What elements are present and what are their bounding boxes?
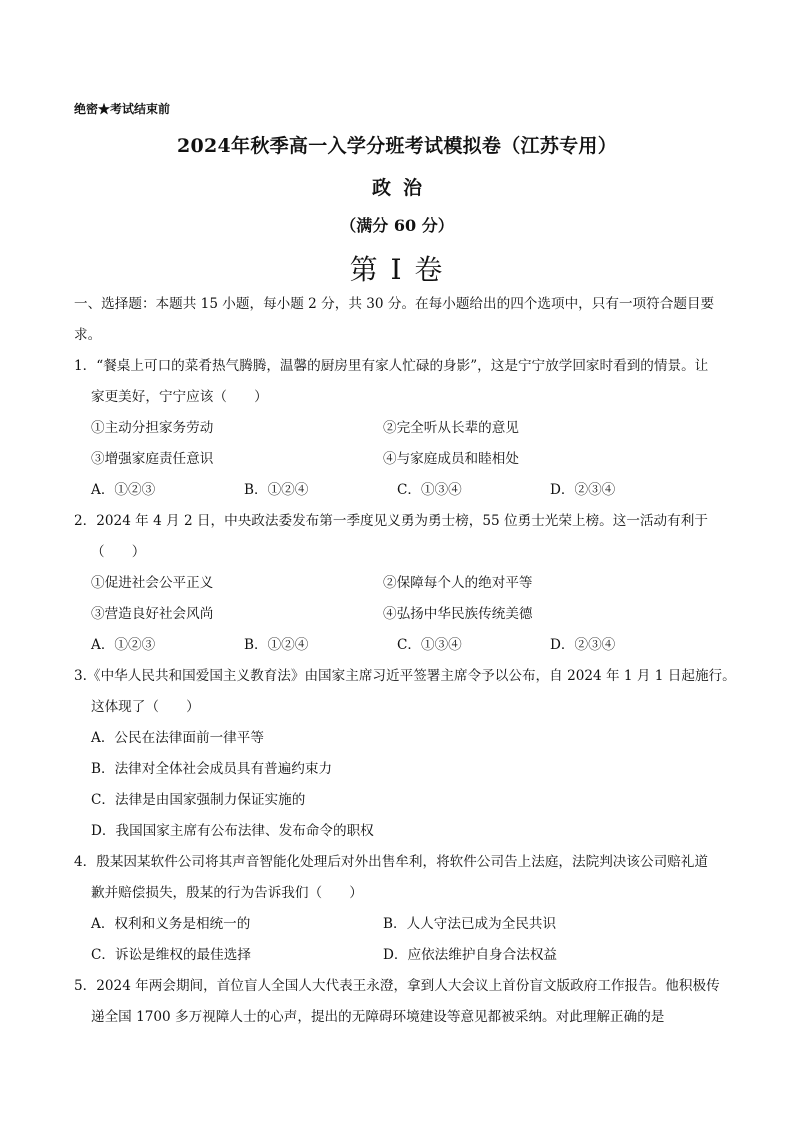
q4-choice-b: B．人人守法已成为全民共识 [383, 916, 557, 932]
q1-choice-a: A．①②③ [91, 482, 156, 498]
q2-choice-b: B．①②④ [244, 637, 309, 653]
q1-choice-d: D．②③④ [550, 482, 616, 498]
volume-title: 第 I 卷 [349, 253, 445, 286]
q5-stem: 5．2024 年两会期间，首位盲人全国人大代表王永澄，拿到人大会议上首份盲文版政府工作报告。他积极传 [74, 978, 720, 994]
q4-choice-c: C．诉讼是维权的最佳选择 [91, 947, 251, 963]
q4-stem: 4．殷某因某软件公司将其声音智能化处理后对外出售牟利，将软件公司告上法庭，法院判决该公司赔礼道 [74, 854, 708, 870]
q1-statements-row2 [74, 444, 724, 475]
q2-choice-c: C．①③④ [397, 637, 462, 653]
full-score: （满分 60 分） [340, 216, 454, 235]
q1-choice-b: B．①②④ [244, 482, 309, 498]
q1-choice-c: C．①③④ [397, 482, 462, 498]
q1-statement-1: ①主动分担家务劳动 [91, 420, 214, 436]
q2-stem: 2．2024 年 4 月 2 日，中央政法委发布第一季度见义勇为勇士榜，55 位勇士光荣上榜。这一活动有利于 [74, 513, 708, 529]
q4-choices-row1 [74, 909, 724, 940]
q3-stem-cont: 这体现了（ ） [91, 699, 200, 715]
section-instruction: 一、选择题：本题共 15 小题，每小题 2 分，共 30 分。在每小题给出的四个选项中，只有一项符合题目要 [74, 296, 715, 312]
q4-stem-cont: 歉并赔偿损失，殷某的行为告诉我们（ ） [91, 885, 363, 901]
q2-choice-d: D．②③④ [550, 637, 616, 653]
q2-choices [74, 630, 724, 661]
q1-statements-row1 [74, 413, 724, 444]
secret-mark: 绝密★考试结束前 [74, 102, 171, 116]
q2-statement-1: ①促进社会公平正义 [91, 575, 214, 591]
q2-statement-4: ④弘扬中华民族传统美德 [383, 606, 533, 622]
q3-stem: 3.《中华人民共和国爱国主义教育法》由国家主席习近平签署主席令予以公布，自 2024 年 1 月 1 日起施行。 [74, 668, 736, 684]
q1-statement-2: ②完全听从长辈的意见 [383, 420, 519, 436]
section-instruction-cont: 求。 [74, 327, 102, 343]
q4-choice-a: A．权利和义务是相统一的 [91, 916, 251, 932]
subject-title: 政治 [371, 177, 434, 199]
q2-statement-2: ②保障每个人的绝对平等 [383, 575, 533, 591]
q1-stem-cont: 家更美好，宁宁应该（ ） [91, 389, 268, 405]
q3-choice-b: B．法律对全体社会成员具有普遍约束力 [91, 761, 333, 777]
q4-choice-d: D．应依法维护自身合法权益 [383, 947, 558, 963]
q3-choice-a: A．公民在法律面前一律平等 [91, 730, 264, 746]
exam-title: 2024年秋季高一入学分班考试模拟卷（江苏专用） [176, 135, 618, 157]
q4-choices-row2 [74, 940, 724, 971]
q2-statements-row1 [74, 568, 724, 599]
q2-statement-3: ③营造良好社会风尚 [91, 606, 214, 622]
q2-stem-cont: （ ） [91, 544, 146, 560]
q1-statement-4: ④与家庭成员和睦相处 [383, 451, 519, 467]
q2-choice-a: A．①②③ [91, 637, 156, 653]
q1-choices [74, 475, 724, 506]
q5-stem-cont: 递全国 1700 多万视障人士的心声，提出的无障碍环境建设等意见都被采纳。对此理解正确的是 [91, 1009, 665, 1025]
q1-stem: 1．“餐桌上可口的菜肴热气腾腾，温馨的厨房里有家人忙碌的身影”，这是宁宁放学回家时看到的情景。让 [74, 358, 709, 374]
question-content [74, 289, 736, 1033]
q2-statements-row2 [74, 599, 724, 630]
q1-statement-3: ③增强家庭责任意识 [91, 451, 214, 467]
q3-choice-d: D．我国国家主席有公布法律、发布命令的职权 [91, 823, 374, 839]
q3-choice-c: C．法律是由国家强制力保证实施的 [91, 792, 306, 808]
